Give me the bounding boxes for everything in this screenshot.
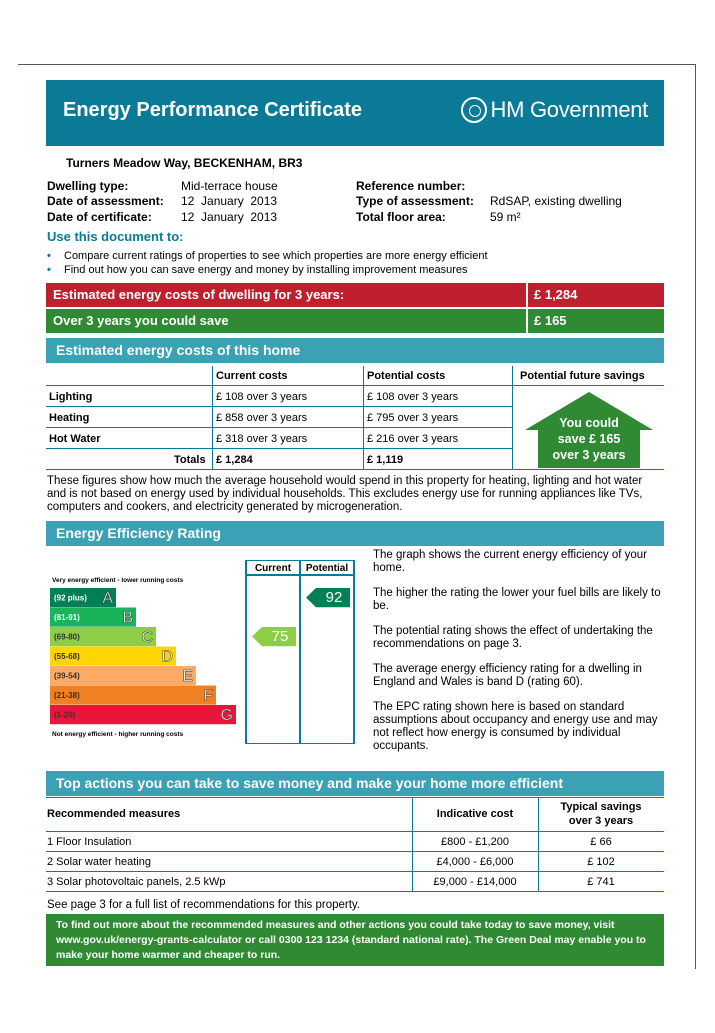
dwelling-type-row (47, 179, 128, 194)
costs-row-heating-name: Heating (49, 412, 90, 424)
dwelling-type-label: Dwelling type: (47, 179, 129, 193)
green-deal-footer (46, 914, 664, 966)
actions-header-cost: Indicative cost (436, 808, 514, 820)
costs-table (46, 366, 664, 470)
actions-section-title: Top actions you can take to save money and make your home more efficient (46, 771, 664, 796)
band-letter: D (161, 648, 173, 666)
date-certificate-value: 12 January 2013 (181, 210, 278, 224)
savings-line-2: save £ 165 (557, 432, 621, 446)
estimated-costs-value: £ 1,284 (528, 283, 664, 307)
top-caption: Very energy efficient - lower running costs (52, 577, 184, 584)
band-g (50, 705, 236, 724)
certificate-header (46, 80, 664, 146)
band-range-label: (1-20) (54, 710, 76, 720)
date-certificate-label: Date of certificate: (47, 210, 152, 224)
costs-section-title: Estimated energy costs of this home (46, 338, 664, 363)
actions-header-savings-2: over 3 years (568, 815, 634, 827)
savings-line-1: You could (559, 416, 619, 430)
bottom-caption: Not energy efficient - higher running costs (52, 731, 184, 738)
page-border-top (18, 64, 696, 65)
see-page-note: See page 3 for a full list of recommendations for this property. (47, 899, 360, 911)
energy-efficiency-chart (46, 560, 356, 744)
dwelling-type-value: Mid-terrace house (181, 179, 278, 193)
band-letter: A (102, 590, 113, 607)
action-row-1-cost: £800 - £1,200 (441, 836, 509, 848)
costs-row-lighting-potential: £ 108 over 3 years (367, 391, 459, 403)
costs-header-savings: Potential future savings (520, 370, 645, 382)
eer-paragraph: The potential rating shows the effect of undertaking the recommendations on page 3. (373, 625, 653, 650)
page-border-right (695, 64, 696, 969)
costs-row-lighting-name: Lighting (49, 391, 93, 403)
current-rating-value: 75 (271, 628, 289, 645)
action-row-3-measure: 3 Solar photovoltaic panels, 2.5 kWp (47, 876, 226, 888)
footer-line: make your home warmer and cheaper to run. (56, 949, 281, 961)
savings-line-3: over 3 years (552, 448, 626, 462)
floor-area-label: Total floor area: (356, 210, 446, 224)
use-document-title: Use this document to: (47, 229, 184, 244)
type-assessment-label: Type of assessment: (356, 194, 474, 208)
costs-header-current: Current costs (216, 370, 288, 382)
property-address: Turners Meadow Way, BECKENHAM, BR3 (66, 156, 303, 170)
col-potential-header: Potential (305, 563, 349, 574)
estimated-costs-label: Estimated energy costs of dwelling for 3 years: (46, 283, 526, 307)
could-save-label: Over 3 years you could save (46, 309, 526, 333)
rating-bands (50, 588, 236, 724)
footer-line: To find out more about the recommended measures and other actions you could take today to save money, visit (56, 919, 615, 931)
eer-explanation (373, 549, 665, 765)
savings-arrow-icon (522, 388, 656, 468)
use-document-item: • Find out how you can save energy and money by installing improvement measures (47, 263, 488, 277)
costs-totals-label: Totals (174, 454, 206, 466)
eer-section-title: Energy Efficiency Rating (46, 521, 664, 546)
band-range-label: (21-38) (54, 691, 80, 700)
band-range-label: (92 plus) (54, 593, 87, 603)
type-assessment-value: RdSAP, existing dwelling (490, 194, 622, 208)
date-assessment-label: Date of assessment: (47, 194, 164, 208)
band-range-label: (81-91) (54, 613, 80, 622)
action-row-1-saving: £ 66 (590, 836, 612, 848)
band-letter: F (203, 687, 213, 705)
col-current-header: Current (254, 563, 292, 574)
band-letter: E (182, 668, 193, 685)
certificate-title: Energy Performance Certificate (63, 99, 363, 121)
costs-row-heating-current: £ 858 over 3 years (216, 412, 308, 424)
floor-area-value: 59 m² (490, 210, 521, 224)
date-assessment-value: 12 January 2013 (181, 194, 278, 208)
royal-crest-icon (461, 97, 487, 123)
use-document-list (47, 249, 488, 277)
actions-header-measures: Recommended measures (47, 808, 181, 820)
eer-paragraph: The graph shows the current energy efficiency of your home. (373, 549, 648, 574)
action-row-2-measure: 2 Solar water heating (47, 856, 151, 868)
eer-paragraph: The EPC rating shown here is based on standard assumptions about occupancy and energy use and may not reflect how energy is consumed by individual occupants. (373, 701, 658, 752)
costs-totals-current: £ 1,284 (216, 454, 253, 466)
costs-row-hotwater-potential: £ 216 over 3 years (367, 433, 459, 445)
hm-government-text: HM Government (490, 97, 648, 122)
costs-row-lighting-current: £ 108 over 3 years (216, 391, 308, 403)
eer-paragraph: The average energy efficiency rating for a dwelling in England and Wales is band D (rating 60). (373, 663, 642, 688)
action-row-2-cost: £4,000 - £6,000 (436, 856, 514, 868)
estimated-costs-bar (46, 283, 664, 307)
action-row-1-measure: 1 Floor Insulation (47, 836, 132, 848)
reference-number-label: Reference number: (356, 179, 466, 193)
hm-government-logo (461, 97, 648, 123)
costs-row-hotwater-name: Hot Water (49, 433, 101, 445)
band-letter: B (122, 609, 133, 627)
band-range-label: (39-54) (54, 671, 80, 681)
action-row-2-saving: £ 102 (587, 856, 615, 868)
could-save-value: £ 165 (528, 309, 664, 333)
actions-table (46, 797, 664, 893)
costs-header-potential: Potential costs (367, 370, 446, 382)
costs-totals-potential: £ 1,119 (367, 454, 404, 466)
costs-row-heating-potential: £ 795 over 3 years (367, 412, 459, 424)
band-range-label: (55-68) (54, 652, 80, 661)
eer-paragraph: The higher the rating the lower your fuel bills are likely to be. (373, 587, 661, 612)
band-range-label: (69-80) (54, 632, 80, 642)
potential-rating-value: 92 (325, 589, 343, 606)
action-row-3-saving: £ 741 (587, 876, 615, 888)
use-document-item: • Compare current ratings of properties to see which properties are more energy efficient (47, 249, 488, 263)
costs-row-hotwater-current: £ 318 over 3 years (216, 433, 308, 445)
action-row-3-cost: £9,000 - £14,000 (433, 876, 517, 888)
band-letter: G (220, 707, 233, 724)
actions-header-savings-1: Typical savings (560, 801, 642, 813)
could-save-bar (46, 309, 664, 333)
costs-explanation: These figures show how much the average household would spend in this property for heating, lighting and hot water and is not based on energy used by individual households. This excludes energy use for running appliances like TVs, computers and cookers, and electricity generated by microgeneration. (47, 475, 643, 513)
footer-line: www.gov.uk/energy-grants-calculator or call 0300 123 1234 (standard national rate). The Green Deal may enable you to (56, 934, 646, 946)
band-letter: C (141, 629, 153, 646)
